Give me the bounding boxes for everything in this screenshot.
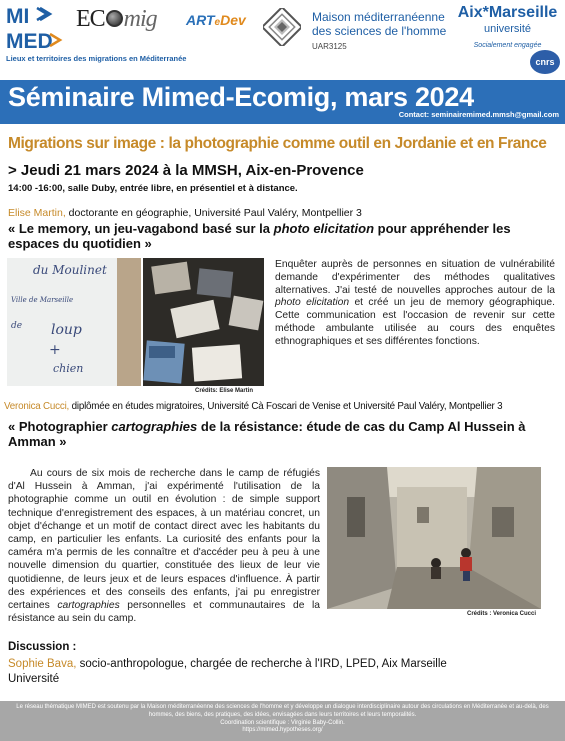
artdev-logo-amp: e <box>214 17 221 28</box>
board-text-2: Ville de Marseille <box>11 296 74 304</box>
ecomig-logo <box>76 6 157 33</box>
logo-band <box>0 0 565 80</box>
event-details: 14:00 -16:00, salle Duby, entrée libre, en présentiel et à distance. <box>8 183 298 194</box>
speaker-2-name: Veronica Cucci, <box>4 401 70 412</box>
talk-2-abstract-em: cartographies <box>57 600 120 612</box>
artdev-logo-part-a: ART <box>186 12 215 28</box>
talk-1-title <box>8 221 558 251</box>
mmsh-line1: Maison méditerranéenne <box>312 10 445 24</box>
footer-description: Le réseau thématique MIMED est soutenu par la Maison méditerranéenne des sciences de l'homme et y développe un dialogue interdisciplinaire autour des circulations en Méditerranée et au-delà, des hommes, des biens, des pratiques, des idées, envisagées dans leurs territoires et leurs temporalités. <box>16 704 549 718</box>
talk-2-abstract-b: personnelles et communautaires de la résistance au sein du camp. <box>8 600 320 625</box>
event-date: > Jeudi 21 mars 2024 à la MMSH, Aix-en-Provence <box>8 162 364 179</box>
amu-name: Aix*Marseille <box>457 4 558 21</box>
talk-1-abstract-b: et créé un jeu de memory géographique. Cette communication est l'occasion de revenir sur cette méthode ambulante utilisée au cours des enquêtes ethnographiques et ses différentes fonctions. <box>275 297 555 347</box>
photo-memory-cards <box>143 258 264 386</box>
board-text-plus: + <box>49 342 61 358</box>
photo-1-credit: Crédits: Elise Martin <box>195 388 254 394</box>
talk-2-title-em: cartographies <box>111 419 198 434</box>
title-banner <box>0 80 565 124</box>
artdev-logo <box>186 12 246 28</box>
board-text-3: de <box>11 321 23 331</box>
artdev-logo-part-b: Dev <box>220 12 246 28</box>
board-text-4: loup <box>51 322 82 338</box>
talk-2-title-b: de la résistance: étude de cas du Camp Al Hussein à Amman » <box>8 419 526 449</box>
board-text-5: chien <box>53 362 84 375</box>
photo-2-credit: Crédits : Veronica Cucci <box>467 611 537 617</box>
photo-camp-street <box>327 467 541 609</box>
speaker-2-affiliation: diplômée en études migratoires, Université Cà Foscari de Venise et Université Paul Valéry, Montpellier 3 <box>69 401 503 412</box>
speaker-1 <box>8 207 362 219</box>
globe-icon <box>106 10 123 27</box>
talk-1-abstract-em: photo elicitation <box>275 297 350 309</box>
talk-1-title-a: « Le memory, un jeu-vagabond basé sur la <box>8 221 274 236</box>
mmsh-umr: UAR3125 <box>312 42 347 51</box>
speaker-1-affiliation: doctorante en géographie, Université Paul Valéry, Montpellier 3 <box>65 207 362 219</box>
talk-2-abstract-a: Au cours de six mois de recherche dans le camp de réfugiés d'Al Hussein à Amman, j'ai expérimenté l'utilisation de la photographie comme un outil en évolution : de simple support technique d'enregistrement des espaces, à un matériau concret, un objet d'échange et un motif de contact direct avec les habitants du camp, en particulier les enfants. La curiosité des enfants pour la caméra m'a permis de les connaître et d'accéder peu à peu à une nouvelle dimension du quartier, constituée des lieux de leur vie quotidienne, de leurs jeux et de leurs espaces d'influence. À partir des expériences et des conseils des enfants, j'ai pu enregistrer certaines <box>8 468 320 612</box>
discussion <box>8 657 488 687</box>
speaker-2 <box>4 401 502 412</box>
discussant-name: Sophie Bava, <box>8 658 77 670</box>
contact-email[interactable]: Contact: seminairemimed.mmsh@gmail.com <box>398 110 559 119</box>
mmsh-line2: des sciences de l'homme <box>312 24 447 38</box>
page-title: Séminaire Mimed-Ecomig, mars 2024 <box>8 82 474 112</box>
footer <box>0 701 565 741</box>
amu-sub: université <box>483 23 532 35</box>
footer-link[interactable]: https://mimed.hypotheses.org/ <box>242 727 323 734</box>
speaker-1-name: Elise Martin, <box>8 207 66 219</box>
footer-coordination: Coordination scientifique : Virginie Baby-Collin. <box>220 719 345 726</box>
discussion-label: Discussion : <box>8 641 77 653</box>
amu-tagline: Socialement engagée <box>473 42 542 49</box>
talk-2-title-a: « Photographier <box>8 419 112 434</box>
amu-logo <box>455 5 560 54</box>
talk-1-title-b: pour appréhender les espaces du quotidien » <box>8 221 511 251</box>
mimed-logo-bottom: MED <box>6 30 53 50</box>
mmsh-logo-text <box>312 10 446 54</box>
discussant-affiliation: socio-anthropologue, chargée de recherche à l'IRD, LPED, Aix Marseille Université <box>8 658 447 685</box>
mimed-logo-top: MI <box>6 5 30 28</box>
talk-1-title-em: photo elicitation <box>273 221 375 236</box>
talk-1-abstract <box>275 259 555 349</box>
mmsh-emblem-icon <box>263 8 301 46</box>
cnrs-logo: cnrs <box>530 50 560 74</box>
theme-title: Migrations sur image : la photographie comme outil en Jordanie et en France <box>8 135 547 152</box>
photo-whiteboard <box>7 258 141 386</box>
talk-2-title <box>8 419 558 449</box>
ecomig-logo-suffix: mig <box>123 6 157 32</box>
mimed-tagline: Lieux et territoires des migrations en Méditerranée <box>6 54 187 63</box>
board-text-1: du Moulinet <box>33 263 107 277</box>
mimed-logo <box>6 4 68 50</box>
talk-2-abstract <box>8 467 320 625</box>
ecomig-logo-prefix: EC <box>76 6 105 32</box>
talk-1-abstract-a: Enquêter auprès de personnes en situation de vulnérabilité demande d'expérimenter des méthodes qualitatives alternatives. J'ai testé de nouvelles approches autour de la <box>275 259 555 296</box>
